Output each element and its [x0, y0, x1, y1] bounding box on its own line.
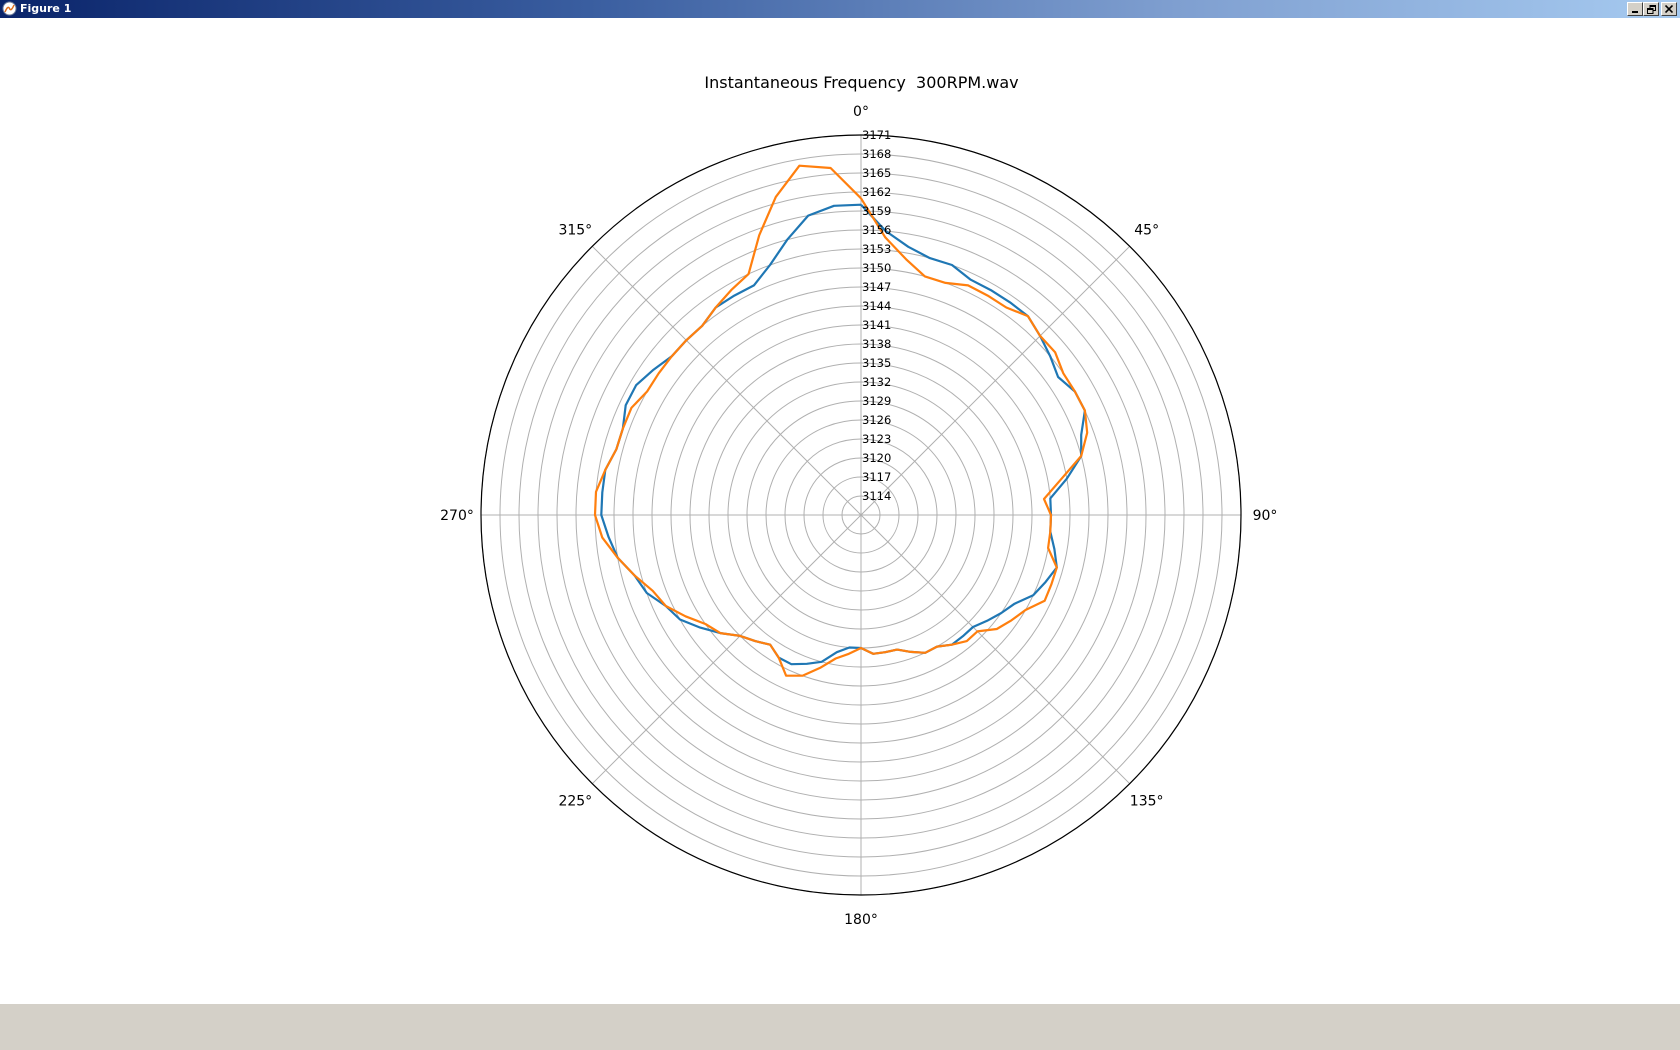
figure-toolbar: [0, 1004, 1680, 1050]
polar-chart: [0, 18, 1680, 1004]
radial-tick-label: 3135: [862, 356, 892, 370]
radial-tick-label: 3171: [862, 128, 892, 142]
radial-tick-label: 3123: [862, 432, 892, 446]
window-title: Figure 1: [20, 2, 72, 15]
radial-tick-label: 3156: [862, 223, 892, 237]
angle-tick-label: 225°: [558, 793, 593, 810]
minimize-button[interactable]: [1627, 2, 1643, 16]
close-button[interactable]: [1661, 2, 1677, 16]
radial-tick-label: 3120: [862, 451, 892, 465]
angle-tick-label: 315°: [558, 222, 593, 239]
restore-button[interactable]: [1643, 2, 1659, 16]
angle-tick-label: 0°: [853, 104, 869, 120]
radial-tick-label: 3126: [862, 413, 892, 427]
angle-tick-label: 90°: [1252, 508, 1278, 524]
radial-tick-label: 3165: [862, 166, 892, 180]
radial-tick-label: 3168: [862, 147, 892, 161]
angle-tick-label: 180°: [844, 912, 878, 928]
radial-tick-label: 3117: [862, 470, 892, 484]
angle-tick-label: 270°: [440, 508, 474, 524]
radial-tick-label: 3150: [862, 261, 892, 275]
radial-tick-label: 3132: [862, 375, 892, 389]
radial-tick-label: 3141: [862, 318, 892, 332]
radial-tick-label: 3129: [862, 394, 892, 408]
app-icon: [2, 1, 17, 16]
radial-tick-label: 3162: [862, 185, 892, 199]
radial-tick-label: 3138: [862, 337, 892, 351]
minimize-icon: [1631, 5, 1639, 13]
radial-tick-label: 3147: [862, 280, 892, 294]
restore-icon: [1647, 5, 1656, 14]
radial-tick-label: 3153: [862, 242, 892, 256]
window-titlebar[interactable]: [0, 0, 1680, 18]
chart-title: Instantaneous Frequency 300RPM.wav: [704, 73, 1019, 92]
close-icon: [1665, 5, 1673, 13]
figure-canvas[interactable]: [0, 18, 1680, 1004]
radial-tick-label: 3159: [862, 204, 892, 218]
angle-tick-label: 45°: [1134, 222, 1160, 239]
series-line-2: [595, 166, 1087, 676]
radial-tick-label: 3114: [862, 489, 892, 503]
radial-tick-label: 3144: [862, 299, 892, 313]
angle-tick-label: 135°: [1129, 793, 1164, 810]
